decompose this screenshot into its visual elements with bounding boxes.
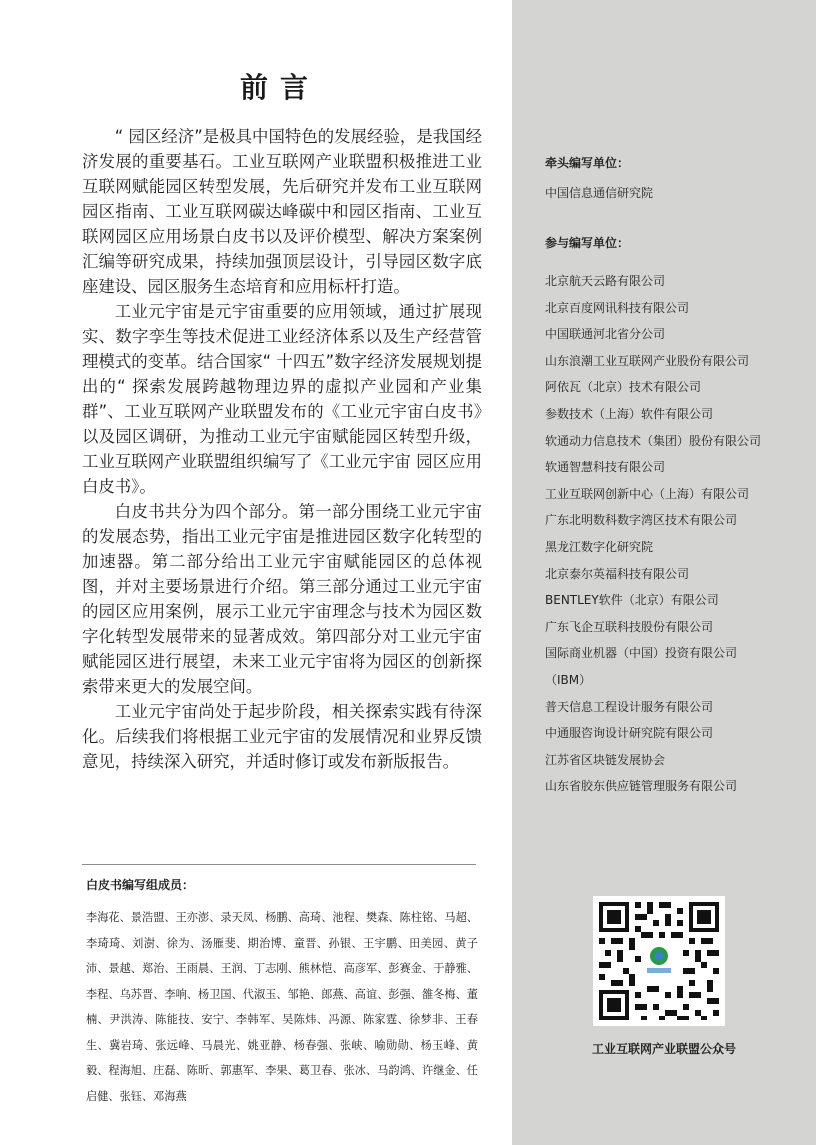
participant-org-list (545, 268, 805, 800)
page-title: 前言 (239, 71, 320, 104)
org-item: 参数技术（上海）软件有限公司 (545, 406, 714, 421)
org-item: 阿依瓦（北京）技术有限公司 (545, 380, 702, 395)
org-item: 普天信息工程设计服务有限公司 (545, 699, 714, 714)
lead-org-name: 中国信息通信研究院 (545, 186, 654, 200)
lead-org-heading: 牵头编写单位： (545, 156, 630, 170)
org-item: 北京航天云路有限公司 (545, 274, 666, 288)
org-item: 广东飞企互联科技股份有限公司 (545, 619, 714, 634)
org-item: 软通动力信息技术（集团）股份有限公司 (545, 433, 762, 448)
paragraph-2: 工业元宇宙是元宇宙重要的应用领域，通过扩展现实、数字孪生等技术促进工业经济体系以及生产经营管理模式的变革。结合国家“ 十四五”数字经济发展规划提出的“ 探索发展跨越物理边界的虚拟产业园和产业集群”、工业互联网产业联盟发布的《工业元宇宙白皮书》以及园区调研，为推动工业元宇宙赋能园区转型升级，工业互联网产业联盟组织编写了《工业元宇宙 园区应用白皮书》。 (82, 302, 482, 496)
org-item: 国际商业机器（中国）投资有限公司 (545, 646, 738, 661)
members-heading: 白皮书编写组成员： (86, 878, 195, 892)
org-item: 软通智慧科技有限公司 (545, 460, 666, 475)
qr-caption: 工业互联网产业联盟公众号 (591, 1042, 736, 1056)
paragraph-1: “ 园区经济”是极具中国特色的发展经验，是我国经济发展的重要基石。工业互联网产业联盟积极推进工业互联网赋能园区转型发展，先后研究并发布工业互联网园区指南、工业互联网碳达峰碳中和园区指南、工业互联网园区应用场景白皮书以及评价模型、解决方案案例汇编等研究成果，持续加强顶层设计，引导园区数字底座建设、园区服务生态培育和应用标杆打造。 (82, 127, 482, 296)
section-divider (82, 864, 476, 865)
org-item: 中通服咨询设计研究院有限公司 (545, 726, 714, 741)
org-item: 中国联通河北省分公司 (545, 327, 666, 342)
participants-heading: 参与编写单位： (545, 236, 630, 250)
paragraph-3: 白皮书共分为四个部分。第一部分围绕工业元宇宙的发展态势，指出工业元宇宙是推进园区数字化转型的加速器。第二部分给出工业元宇宙赋能园区的总体视图，并对主要场景进行介绍。第三部分通过工业元宇宙的园区应用案例，展示工业元宇宙理念与技术为园区数字化转型发展带来的显著成效。第四部分对工业元宇宙赋能园区进行展望，未来工业元宇宙将为园区的创新探索带来更大的发展空间。 (82, 502, 482, 696)
qr-code-image (593, 896, 725, 1026)
org-item: BENTLEY软件（北京）有限公司 (545, 593, 719, 608)
qr-code-icon (593, 896, 725, 1026)
org-item: 工业互联网创新中心（上海）有限公司 (545, 486, 750, 501)
paragraph-4: 工业元宇宙尚处于起步阶段，相关探索实践有待深化。后续我们将根据工业元宇宙的发展情况和业界反馈意见，持续深入研究，并适时修订或发布新版报告。 (82, 702, 482, 771)
org-item: 北京百度网讯科技有限公司 (545, 300, 690, 315)
org-item: 北京泰尔英福科技有限公司 (545, 566, 690, 581)
org-item: 广东北明数科数字湾区技术有限公司 (545, 513, 738, 528)
org-item: 山东浪潮工业互联网产业股份有限公司 (545, 353, 750, 368)
org-item: （IBM） (545, 672, 592, 687)
org-item: 江苏省区块链发展协会 (545, 752, 666, 767)
org-item: 山东省胶东供应链管理服务有限公司 (545, 779, 738, 794)
members-list: 李海花、景浩盟、王亦澎、录天凤、杨鹏、高琦、池程、樊森、陈柱铭、马超、李琦琦、刘澍、徐为、汤雁斐、期治博、童晋、孙银、王宇鹏、田美园、黄子沛、景越、郑治、王雨晨、王润、丁志刚、熊林恺、高彦军、彭赛金、于静雅、李程、乌苏晋、李响、杨卫国、代淑玉、邹艳、郎燕、高谊、彭强、雒冬梅、董楠、尹洪涛、陈能技、安宁、李韩军、吴陈炜、冯源、陈家霆、徐梦非、王春生、冀岩琦、张远峰、马晨光、姚亚静、杨春强、张峡、喻勋勋、杨玉峰、黄毅、程海旭、庄磊、陈昕、郭惠军、李果、葛卫春、张冰、马韵鸿、许继金、任启健、张钰、邓海燕 (86, 911, 478, 1103)
org-item: 黑龙江数字化研究院 (545, 539, 654, 554)
preface-body (82, 124, 482, 774)
